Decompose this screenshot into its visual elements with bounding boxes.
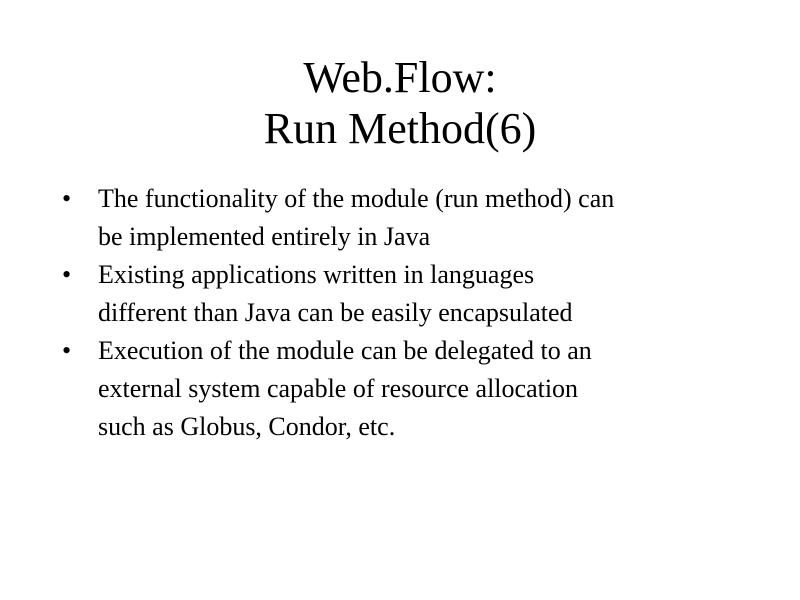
bullet-item-2: [62, 256, 762, 332]
slide-title: [0, 52, 800, 154]
bullet-dot-icon: •: [62, 336, 72, 365]
bullet-3-line-2: external system capable of resource allocation: [98, 374, 579, 403]
bullet-1-line-2: be implemented entirely in Java: [98, 222, 431, 251]
bullet-2-line-1: Existing applications written in languages: [98, 260, 535, 289]
bullet-dot-icon: •: [62, 184, 72, 213]
bullet-dot-icon: •: [62, 260, 72, 289]
bullet-2-line-2: different than Java can be easily encapsulated: [98, 298, 573, 327]
bullet-3-line-1: Execution of the module can be delegated to an: [98, 336, 592, 365]
bullet-1-line-1: The functionality of the module (run method) can: [98, 184, 615, 213]
bullet-list: [62, 180, 762, 446]
bullet-item-3: [62, 332, 762, 446]
bullet-item-1: [62, 180, 762, 256]
bullet-3-line-3: such as Globus, Condor, etc.: [98, 412, 396, 441]
title-line-2: Run Method(6): [263, 104, 537, 153]
title-line-1: Web.Flow:: [303, 53, 497, 102]
